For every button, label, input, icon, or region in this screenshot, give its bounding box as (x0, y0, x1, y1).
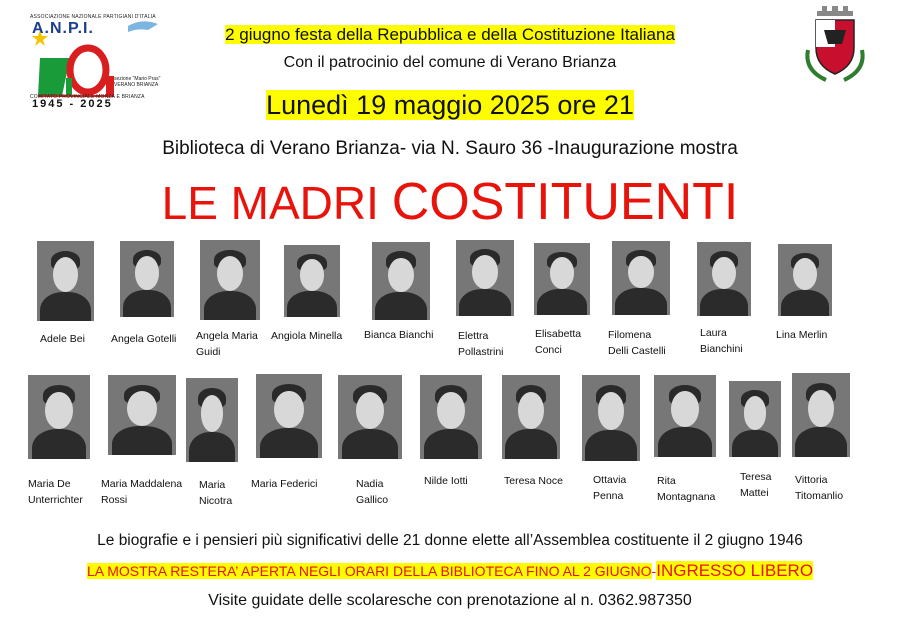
portrait-nilde-iotti (420, 375, 482, 459)
portrait-angela-gotelli (120, 241, 174, 317)
committee-name: COMITATO PROVINCIALE MONZA E BRIANZA (30, 94, 145, 100)
portrait-nadia-gallico (338, 375, 402, 459)
portrait-adele-bei (37, 241, 94, 321)
name-maria-nicotra: Maria Nicotra (199, 479, 233, 507)
portrait-bianca-bianchi (372, 242, 430, 320)
portrait-maria-maddalena-rossi (108, 375, 176, 455)
name-elettra-pollastrini: Elettra Pollastrini (458, 330, 504, 358)
portrait-laura-bianchini (697, 242, 751, 316)
name-ottavia-penna: Ottavia Penna (593, 474, 627, 502)
exhibition-title-part2: COSTITUENTI (391, 173, 739, 231)
section-line-1: sezione "Mario Pras" (114, 76, 161, 82)
opening-hours-notice (0, 561, 900, 581)
event-date-text: Lunedì 19 maggio 2025 ore 21 (266, 90, 634, 120)
name-teresa-mattei: Teresa Mattei (740, 471, 772, 499)
exhibition-description: Le biografie e i pensieri più significativi delle 21 donne elette all’Assemblea costituente il 2 giugno 1946 (97, 532, 803, 549)
portrait-maria-de-unterrichter (28, 375, 90, 459)
exhibition-title-part1: LE MADRI (161, 177, 392, 229)
name-vittoria-titomanlio: Vittoria Titomanlio (795, 474, 844, 502)
guided-visits-info: Visite guidate delle scolaresche con prenotazione al n. 0362.987350 (208, 592, 692, 609)
name-bianca-bianchi: Bianca Bianchi (364, 329, 434, 341)
event-location: Biblioteca di Verano Brianza- via N. Sauro 36 -Inaugurazione mostra (162, 138, 738, 159)
opening-hours-text: LA MOSTRA RESTERA’ APERTA NEGLI ORARI DELLA BIBLIOTECA FINO AL 2 GIUGNO (86, 563, 652, 579)
portrait-filomena-delli-castelli (612, 241, 670, 315)
name-nilde-iotti: Nilde Iotti (424, 475, 468, 487)
name-filomena-delli-castelli: Filomena Delli Castelli (608, 329, 666, 357)
portrait-lina-merlin (778, 244, 832, 316)
event-headline (0, 25, 900, 45)
association-name: ASSOCIAZIONE NAZIONALE PARTIGIANI D'ITALIA (30, 14, 156, 20)
free-entry-text: INGRESSO LIBERO (656, 561, 814, 580)
portrait-vittoria-titomanlio (792, 373, 850, 457)
portrait-maria-nicotra (186, 378, 238, 462)
headline-text: 2 giugno festa della Repubblica e della Costituzione Italiana (225, 25, 675, 44)
name-angela-maria-guidi: Angela Maria Guidi (196, 330, 258, 358)
anpi-brand: A.N.P.I. (32, 20, 94, 37)
name-lina-merlin: Lina Merlin (776, 329, 828, 341)
exhibition-title (0, 172, 900, 232)
patronage-line: Con il patrocinio del comune di Verano Brianza (283, 54, 617, 71)
portrait-angela-maria-guidi (200, 240, 260, 320)
portrait-maria-federici (256, 374, 322, 458)
portrait-elettra-pollastrini (456, 240, 514, 316)
portrait-rita-montagnana (654, 375, 716, 457)
name-adele-bei: Adele Bei (40, 333, 85, 345)
portrait-teresa-noce (502, 375, 560, 459)
opening-hours-separator: - (651, 563, 657, 579)
portrait-angiola-minella (284, 245, 340, 317)
name-maria-de-unterrichter: Maria De Unterrichter (28, 478, 83, 506)
name-maria-federici: Maria Federici (251, 478, 318, 490)
anpi-section (114, 76, 160, 88)
name-elisabetta-conci: Elisabetta Conci (535, 328, 582, 356)
portrait-elisabetta-conci (534, 243, 590, 315)
name-nadia-gallico: Nadia Gallico (356, 478, 389, 506)
event-date (0, 90, 900, 121)
name-teresa-noce: Teresa Noce (504, 475, 563, 487)
name-angiola-minella: Angiola Minella (271, 330, 343, 342)
anpi-years: 1945 - 2025 (32, 98, 113, 110)
name-angela-gotelli: Angela Gotelli (111, 333, 177, 345)
section-line-2: VERANO BRIANZA (114, 82, 159, 88)
name-rita-montagnana: Rita Montagnana (657, 475, 716, 503)
name-laura-bianchini: Laura Bianchini (700, 327, 743, 355)
name-maria-maddalena-rossi: Maria Maddalena Rossi (101, 478, 183, 506)
portrait-teresa-mattei (729, 381, 781, 457)
portrait-ottavia-penna (582, 375, 640, 461)
